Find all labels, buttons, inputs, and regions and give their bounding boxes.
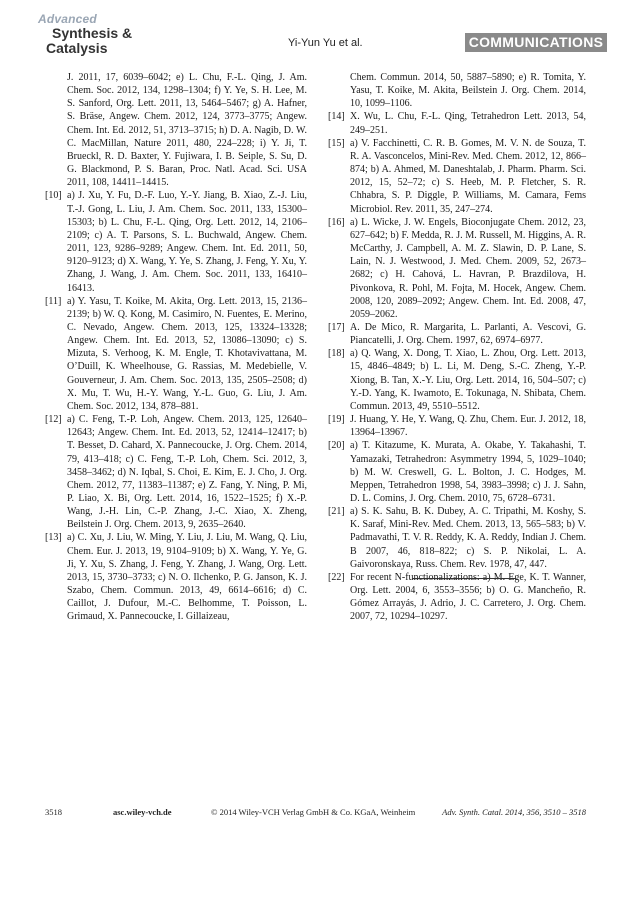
- reference-number: [14]: [328, 111, 345, 123]
- reference-number: [20]: [328, 440, 345, 452]
- reference-number: [21]: [328, 506, 345, 518]
- reference-entry: [328, 321, 586, 347]
- journal-logo: [38, 13, 132, 55]
- journal-citation: Adv. Synth. Catal. 2014, 356, 3510 – 3518: [442, 807, 586, 817]
- reference-text: J. Huang, Y. He, Y. Wang, Q. Zhu, Chem. Eur. J. 2012, 18, 13964–13967.: [350, 414, 586, 439]
- reference-entry: [328, 413, 586, 439]
- reference-entry: [328, 505, 586, 571]
- reference-text: a) L. Wicke, J. W. Engels, Bioconjugate Chem. 2012, 23, 627–642; b) F. Medda, R. J. M. Russell, M. Higgins, A. R. McCarthy, J. Campbell, A. M. Z. Slawin, D. P. Lane, S. Lain, N. J. Westwood, J. Med. Chem. 2009, 52, 2673–2682; c) H. Cahová, L. Havran, P. Brazdilova, H. Pivonkova, R. Pohl, M. Fojta, M. Hocek, Angew. Chem. 2008, 120, 2089–2092; Angew. Chem. Int. Ed. 2008, 47, 2059–2062.: [350, 216, 586, 320]
- references-left-column: [45, 71, 307, 624]
- reference-text: a) C. Feng, T.-P. Loh, Angew. Chem. 2013, 125, 12640–12643; Angew. Chem. Int. Ed. 2013, 52, 12414–12417; b) T. Besset, D. Cahard, X. Pannecoucke, J. Org. Chem. 2014, 79, 413–418; c) C. Feng, T.-P. Loh, Chem. Sci. 2012, 3, 3458–3462; d) N. Iqbal, S. Choi, E. Kim, E. J. Cho, J. Org. Chem. 2012, 77, 11383–11387; e) Z. Fang, Y. Ning, P. Mi, P. Liao, X. Bi, Org. Lett. 2014, 16, 1522–1525; f) X.-P. Wang, J.-H. Lin, C.-P. Zhang, J.-C. Xiao, X. Zheng, Beilstein J. Org. Chem. 2013, 9, 2635–2640.: [67, 414, 307, 531]
- reference-number: [16]: [328, 216, 345, 228]
- reference-text: a) Q. Wang, X. Dong, T. Xiao, L. Zhou, Org. Lett. 2013, 15, 4846–4849; b) L. Li, M. Deng, S.-C. Zheng, Y.-P. Xiong, B. Tan, X.-Y. Liu, Org. Lett. 2014, 16, 504–507; c) Y.-D. Yang, K. Iwamoto, E. Tokunaga, N. Shibata, Chem. Commun. 2013, 49, 5510–5512.: [350, 348, 586, 412]
- reference-entry: [45, 189, 307, 294]
- reference-entry: [45, 413, 307, 531]
- reference-text: Chem. Commun. 2014, 50, 5887–5890; e) R. Tomita, Y. Yasu, T. Koike, M. Akita, Beilstein J. Org. Chem. 2014, 10, 1099–1106.: [350, 72, 586, 110]
- page-number: 3518: [45, 807, 62, 817]
- reference-text: For recent N-functionalizations: a) M. Ege, K. T. Wanner, Org. Lett. 2004, 6, 3553–3556; b) O. G. Mancheño, R. Gómez Arrayás, J. Adrio, J. C. Carretero, J. Org. Chem. 2007, 72, 10294–10297.: [350, 571, 586, 623]
- reference-number: [11]: [45, 295, 62, 307]
- reference-entry: [328, 347, 586, 413]
- reference-number: [10]: [45, 190, 62, 202]
- copyright-notice: © 2014 Wiley-VCH Verlag GmbH & Co. KGaA, Weinheim: [211, 807, 416, 817]
- logo-line-advanced: Advanced: [38, 12, 97, 26]
- journal-website: asc.wiley-vch.de: [113, 807, 172, 817]
- reference-text: J. 2011, 17, 6039–6042; e) L. Chu, F.-L. Qing, J. Am. Chem. Soc. 2012, 134, 1298–1304; f) Y. Ye, S. H. Lee, M. S. Sanford, Org. Lett. 2011, 13, 5464–5467; g) A. Hafner, S. Bräse, Angew. Chem. 2012, 124, 3773–3775; Angew. Chem. Int. Ed. 2012, 51, 3713–3715; h) D. A. Nagib, D. W. C. MacMillan, Nature 2011, 480, 224–228; i) Y. Ji, T. Brueckl, R. D. Baxter, Y. Fujiwara, I. B. Seiple, S. Su, D. G. Blackmond, P. S. Baran, Proc. Natl. Acad. Sci. USA 2011, 108, 14411–14415.: [67, 72, 307, 189]
- reference-text: a) T. Kitazume, K. Murata, A. Okabe, Y. Takahashi, T. Yamazaki, Tetrahedron: Asymmetry 1994, 5, 1029–1040; b) M. W. Creswell, G. L. Bolton, J. C. Hodges, M. Meppen, Tetrahedron 1998, 54, 3983–3998; c) J. J. Sahn, D. L. Comins, J. Org. Chem. 2010, 75, 6728–6731.: [350, 440, 586, 504]
- reference-entry: [45, 531, 307, 623]
- reference-number: [19]: [328, 414, 345, 426]
- reference-entry: [328, 439, 586, 505]
- reference-text: A. De Mico, R. Margarita, L. Parlanti, A. Vescovi, G. Piancatelli, J. Org. Chem. 1997, 62, 6974–6977.: [350, 321, 586, 347]
- logo-line-synthesis: Synthesis &: [52, 25, 133, 41]
- reference-text: X. Wu, L. Chu, F.-L. Qing, Tetrahedron Lett. 2013, 54, 249–251.: [350, 111, 586, 136]
- reference-continuation: [45, 71, 307, 189]
- reference-number: [13]: [45, 532, 62, 544]
- running-head-authors: Yi-Yun Yu et al.: [288, 37, 363, 49]
- references-right-column: [328, 71, 586, 624]
- reference-text: a) J. Xu, Y. Fu, D.-F. Luo, Y.-Y. Jiang, B. Xiao, Z.-J. Liu, T.-J. Gong, L. Liu, J. Am. Chem. Soc. 2011, 133, 15300–15303; b) L. Chu, F.-L. Qing, Org. Lett. 2012, 14, 2106–2109; c) A. T. Parsons, S. L. Buchwald, Angew. Chem. 2011, 123, 9286–9289; Angew. Chem. Int. Ed. 2011, 50, 9120–9123; d) X. Wang, Y. Ye, S. Zhang, J. Feng, Y. Xu, Y. Zhang, J. Wang, J. Am. Chem. Soc. 2011, 133, 16410–16413.: [67, 190, 307, 294]
- section-badge: COMMUNICATIONS: [465, 33, 607, 52]
- reference-number: [15]: [328, 137, 345, 149]
- reference-text: a) S. K. Sahu, B. K. Dubey, A. C. Tripathi, M. Koshy, S. K. Saraf, Mini-Rev. Med. Chem. 2013, 13, 565–583; b) V. Padmavathi, T. V. R. Reddy, K. A. Reddy, Indian J. Chem. B 2007, 46, 818–822; c) S. P. Nikolai, L. A. Gaivoronskaya, Russ. Chem. Rev. 1978, 47, 447.: [350, 506, 586, 570]
- reference-text: a) C. Xu, J. Liu, W. Ming, Y. Liu, J. Liu, M. Wang, Q. Liu, Chem. Eur. J. 2013, 19, 9104–9109; b) X. Wang, Y. Ye, G. Ji, Y. Xu, S. Zhang, J. Feng, Y. Zhang, J. Wang, Org. Lett. 2013, 15, 3730–3733; c) N. O. Ilchenko, P. G. Janson, K. J. Szabo, Chem. Commun. 2013, 49, 6614–6616; d) C. Caillot, J. Dufour, M.-C. Belhomme, T. Poisson, L. Grimaud, X. Pannecoucke, I. Gillaizeau,: [67, 532, 307, 623]
- page-header: [0, 0, 638, 60]
- reference-number: [18]: [328, 348, 345, 360]
- reference-continuation: [328, 71, 586, 110]
- reference-number: [22]: [328, 571, 345, 583]
- reference-number: [12]: [45, 414, 62, 426]
- reference-number: [17]: [328, 321, 345, 333]
- reference-text: a) V. Facchinetti, C. R. B. Gomes, M. V. N. de Souza, T. R. A. Vasconcelos, Mini-Rev. Med. Chem. 2012, 12, 866–874; b) A. Ahmed, M. Daneshtalab, J. Pharm. Pharm. Sci. 2012, 15, 52–72; c) S. Heeb, M. P. Fletcher, S. R. Chhabra, S. P. Diggle, P. Williams, M. Camara, Fems Microbiol. Rev. 2011, 35, 247–274.: [350, 137, 586, 215]
- reference-text: a) Y. Yasu, T. Koike, M. Akita, Org. Lett. 2013, 15, 2136–2139; b) W. Q. Kong, M. Casimiro, N. Fuentes, E. Merino, C. Nevado, Angew. Chem. 2013, 125, 13324–13328; Angew. Chem. Int. Ed. 2013, 52, 13086–13090; c) S. Mizuta, S. Verhoog, K. M. Engle, T. Khotavivattana, M. O’Duill, K. Wheelhouse, G. Rassias, M. Medebielle, V. Gouverneur, J. Am. Chem. Soc. 2013, 135, 2505–2508; d) X. Mu, T. Wu, H.-Y. Wang, Y.-L. Guo, G. Liu, J. Am. Chem. Soc. 2012, 134, 878–881.: [67, 295, 307, 412]
- reference-entry: [328, 216, 586, 321]
- logo-line-catalysis: Catalysis: [46, 40, 108, 56]
- reference-entry: [328, 110, 586, 136]
- reference-entry: [328, 137, 586, 216]
- end-rule: [412, 578, 516, 579]
- reference-entry: [45, 295, 307, 413]
